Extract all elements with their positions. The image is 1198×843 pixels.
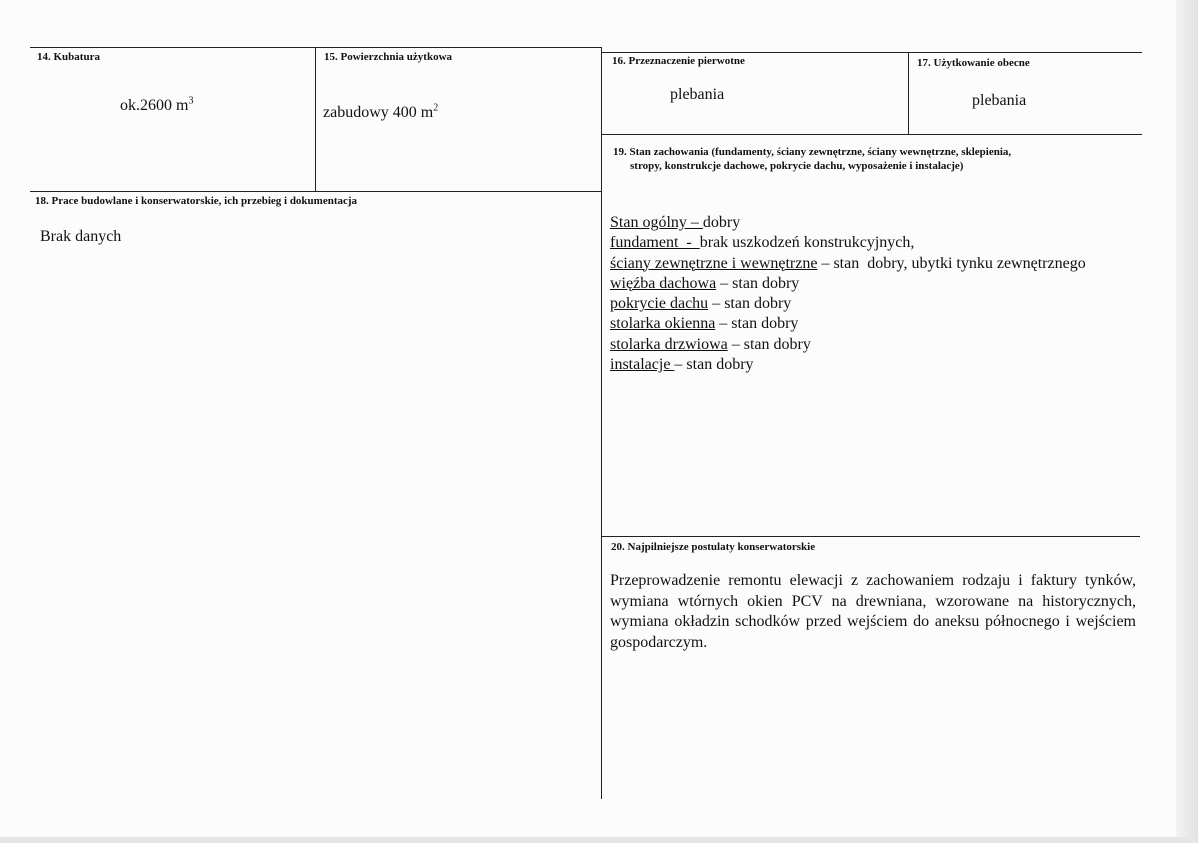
condition-item bbox=[610, 335, 1086, 355]
page-edge-shadow bbox=[1176, 0, 1198, 843]
condition-label: stolarka drzwiowa bbox=[610, 335, 728, 353]
condition-label: Stan ogólny – bbox=[610, 214, 703, 231]
page-bottom-edge bbox=[0, 837, 1198, 843]
field-19-label-line1: 19. Stan zachowania (fundamenty, ściany zewnętrzne, ściany wewnętrzne, sklepienia, bbox=[613, 146, 1012, 158]
condition-item bbox=[610, 233, 1086, 253]
field-17-label: 17. Użytkowanie obecne bbox=[917, 57, 1030, 69]
condition-item bbox=[610, 314, 1086, 334]
field-20-value: Przeprowadzenie remontu elewacji z zachowaniem rodzaju i faktury tynków, wymiana wtórnych okien PCV na drewniana, wzorowane na historycznych, wymiana okładzin schodków przed wejściem do aneksu północnego i wejściem gospodarczym. bbox=[610, 572, 1136, 651]
field-15-value-text: zabudowy 400 m bbox=[323, 104, 434, 121]
field-14-value-exponent: 3 bbox=[188, 95, 194, 107]
condition-list bbox=[610, 213, 1086, 375]
condition-text: brak uszkodzeń konstrukcyjnych, bbox=[699, 234, 915, 252]
condition-item bbox=[610, 355, 1086, 375]
field-18-value: Brak danych bbox=[40, 228, 122, 245]
condition-text: – stan dobry, ubytki tynku zewnętrznego bbox=[817, 254, 1086, 272]
top-rule-right bbox=[602, 52, 1142, 53]
field-19-label-line2: stropy, konstrukcje dachowe, pokrycie dachu, wyposażenie i instalacje) bbox=[630, 160, 964, 172]
condition-text: – stan dobry bbox=[716, 274, 800, 292]
condition-item bbox=[610, 254, 1086, 274]
field-15-label: 15. Powierzchnia użytkowa bbox=[324, 51, 453, 63]
condition-label: fundament - bbox=[610, 234, 700, 252]
rule-above-20 bbox=[602, 536, 1140, 537]
condition-label: pokrycie dachu bbox=[610, 295, 709, 313]
field-15-value-exponent: 2 bbox=[433, 102, 439, 114]
condition-label: instalacje bbox=[610, 356, 675, 374]
field-17-value: plebania bbox=[972, 92, 1027, 109]
condition-item bbox=[610, 213, 1086, 233]
condition-text: – stan dobry bbox=[727, 335, 811, 353]
condition-label: ściany zewnętrzne i wewnętrzne bbox=[610, 254, 818, 272]
field-20-label: 20. Najpilniejsze postulaty konserwatorskie bbox=[611, 541, 816, 553]
divider-14-15 bbox=[315, 47, 316, 192]
condition-item bbox=[610, 274, 1086, 294]
field-16-value: plebania bbox=[670, 86, 725, 103]
field-18-label: 18. Prace budowlane i konserwatorskie, ich przebieg i dokumentacja bbox=[35, 195, 358, 207]
field-16-label: 16. Przeznaczenie pierwotne bbox=[612, 55, 745, 67]
condition-label: stolarka okienna bbox=[610, 315, 716, 333]
divider-left-right bbox=[601, 47, 602, 799]
divider-16-17 bbox=[908, 52, 909, 134]
field-14-label: 14. Kubatura bbox=[37, 51, 100, 63]
condition-item bbox=[610, 294, 1086, 314]
field-19-label bbox=[613, 145, 1011, 173]
field-14-value bbox=[120, 97, 193, 115]
condition-text: dobry bbox=[702, 214, 741, 231]
condition-text: – stan dobry bbox=[674, 356, 754, 374]
rule-above-19 bbox=[602, 134, 1142, 135]
condition-text: – stan dobry bbox=[715, 315, 799, 333]
top-rule-left bbox=[30, 47, 602, 48]
field-14-value-text: ok.2600 m bbox=[120, 97, 189, 114]
condition-label: więźba dachowa bbox=[610, 274, 717, 292]
rule-above-18 bbox=[30, 191, 602, 192]
field-15-value bbox=[323, 104, 438, 122]
condition-text: – stan dobry bbox=[708, 295, 792, 313]
